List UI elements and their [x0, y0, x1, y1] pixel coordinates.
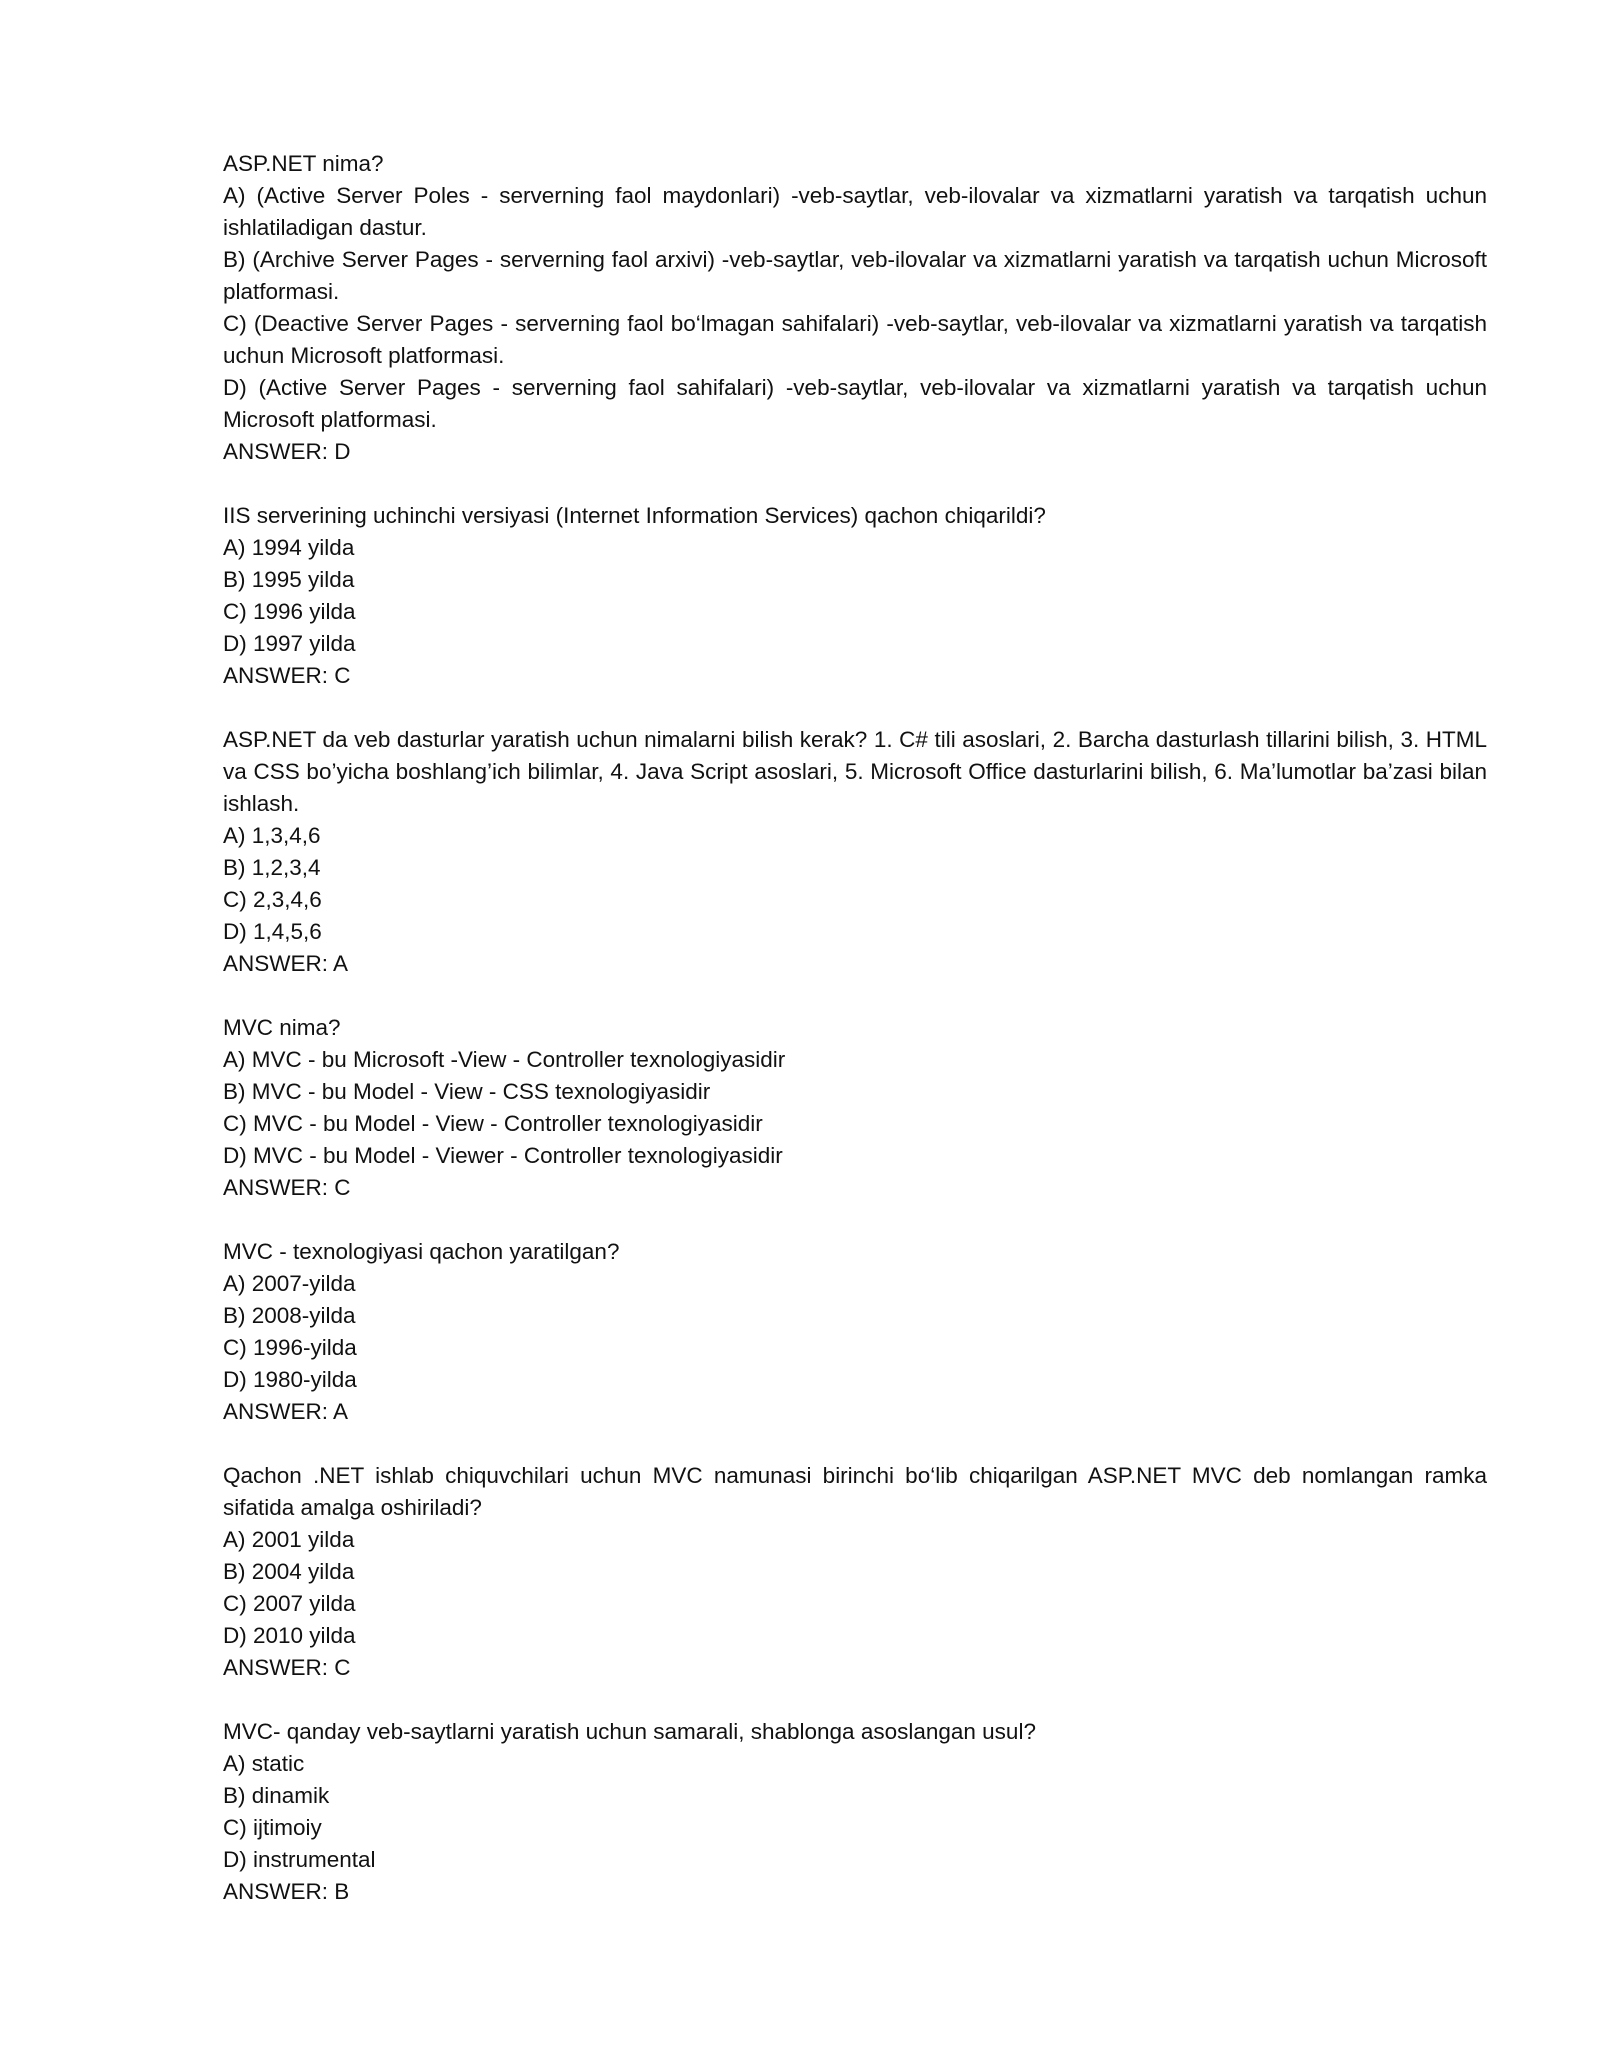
- option-d: D) 1,4,5,6: [223, 919, 322, 944]
- question-block: [223, 1460, 1487, 1684]
- option-d: D) 1997 yilda: [223, 631, 356, 656]
- option-c: C) 1996 yilda: [223, 599, 356, 624]
- option-b: B) MVC - bu Model - View - CSS texnologiyasidir: [223, 1079, 711, 1104]
- option-c: C) ijtimoiy: [223, 1815, 322, 1840]
- option-a: A) MVC - bu Microsoft -View - Controller texnologiyasidir: [223, 1047, 786, 1072]
- option-d: D) MVC - bu Model - Viewer - Controller texnologiyasidir: [223, 1143, 783, 1168]
- option-b: B) 2008-yilda: [223, 1303, 356, 1328]
- question-block: [223, 500, 1487, 692]
- option-b: B) 2004 yilda: [223, 1559, 355, 1584]
- document-page: [223, 148, 1487, 1940]
- option-c: C) MVC - bu Model - View - Controller texnologiyasidir: [223, 1111, 763, 1136]
- answer-line: ANSWER: D: [223, 439, 351, 464]
- answer-line: ANSWER: C: [223, 1655, 351, 1680]
- question-block: [223, 148, 1487, 468]
- option-c: C) 2,3,4,6: [223, 887, 322, 912]
- question-text: MVC- qanday veb-saytlarni yaratish uchun samarali, shablonga asoslangan usul?: [223, 1719, 1036, 1744]
- option-b: B) (Archive Server Pages - serverning faol arxivi) -veb-saytlar, veb-ilovalar va xizmatlarni yaratish va tarqatish uchun Microsoft platformasi.: [223, 247, 1487, 304]
- question-block: [223, 724, 1487, 980]
- question-text: IIS serverining uchinchi versiyasi (Internet Information Services) qachon chiqarildi?: [223, 503, 1046, 528]
- option-a: A) 1994 yilda: [223, 535, 355, 560]
- option-a: A) (Active Server Poles - serverning faol maydonlari) -veb-saytlar, veb-ilovalar va xizmatlarni yaratish va tarqatish uchun ishlatiladigan dastur.: [223, 183, 1487, 240]
- option-a: A) 2007-yilda: [223, 1271, 356, 1296]
- option-b: B) 1,2,3,4: [223, 855, 321, 880]
- answer-line: ANSWER: A: [223, 951, 349, 976]
- option-c: C) (Deactive Server Pages - serverning faol bo‘lmagan sahifalari) -veb-saytlar, veb-ilovalar va xizmatlarni yaratish va tarqatish uchun Microsoft platformasi.: [223, 311, 1487, 368]
- question-text: ASP.NET nima?: [223, 151, 384, 176]
- question-block: [223, 1716, 1487, 1908]
- option-d: D) 2010 yilda: [223, 1623, 356, 1648]
- option-d: D) instrumental: [223, 1847, 376, 1872]
- question-block: [223, 1236, 1487, 1428]
- option-d: D) 1980-yilda: [223, 1367, 357, 1392]
- option-c: C) 1996-yilda: [223, 1335, 357, 1360]
- option-a: A) static: [223, 1751, 305, 1776]
- answer-line: ANSWER: B: [223, 1879, 350, 1904]
- option-a: A) 2001 yilda: [223, 1527, 355, 1552]
- question-text: Qachon .NET ishlab chiquvchilari uchun MVC namunasi birinchi bo‘lib chiqarilgan ASP.NET MVC deb nomlangan ramka sifatida amalga oshiriladi?: [223, 1463, 1487, 1520]
- option-b: B) dinamik: [223, 1783, 330, 1808]
- question-text: MVC nima?: [223, 1015, 341, 1040]
- option-d: D) (Active Server Pages - serverning faol sahifalari) -veb-saytlar, veb-ilovalar va xizmatlarni yaratish va tarqatish uchun Microsoft platformasi.: [223, 375, 1487, 432]
- option-a: A) 1,3,4,6: [223, 823, 321, 848]
- question-block: [223, 1012, 1487, 1204]
- option-b: B) 1995 yilda: [223, 567, 355, 592]
- option-c: C) 2007 yilda: [223, 1591, 356, 1616]
- answer-line: ANSWER: C: [223, 1175, 351, 1200]
- answer-line: ANSWER: C: [223, 663, 351, 688]
- question-text: ASP.NET da veb dasturlar yaratish uchun nimalarni bilish kerak? 1. C# tili asoslari, 2. Barcha dasturlash tillarini bilish, 3. HTML va CSS bo’yicha boshlang’ich bilimlar, 4. Java Script asoslari, 5. Microsoft Office dasturlarini bilish, 6. Ma’lumotlar ba’zasi bilan ishlash.: [223, 727, 1487, 816]
- answer-line: ANSWER: A: [223, 1399, 349, 1424]
- question-text: MVC - texnologiyasi qachon yaratilgan?: [223, 1239, 620, 1264]
